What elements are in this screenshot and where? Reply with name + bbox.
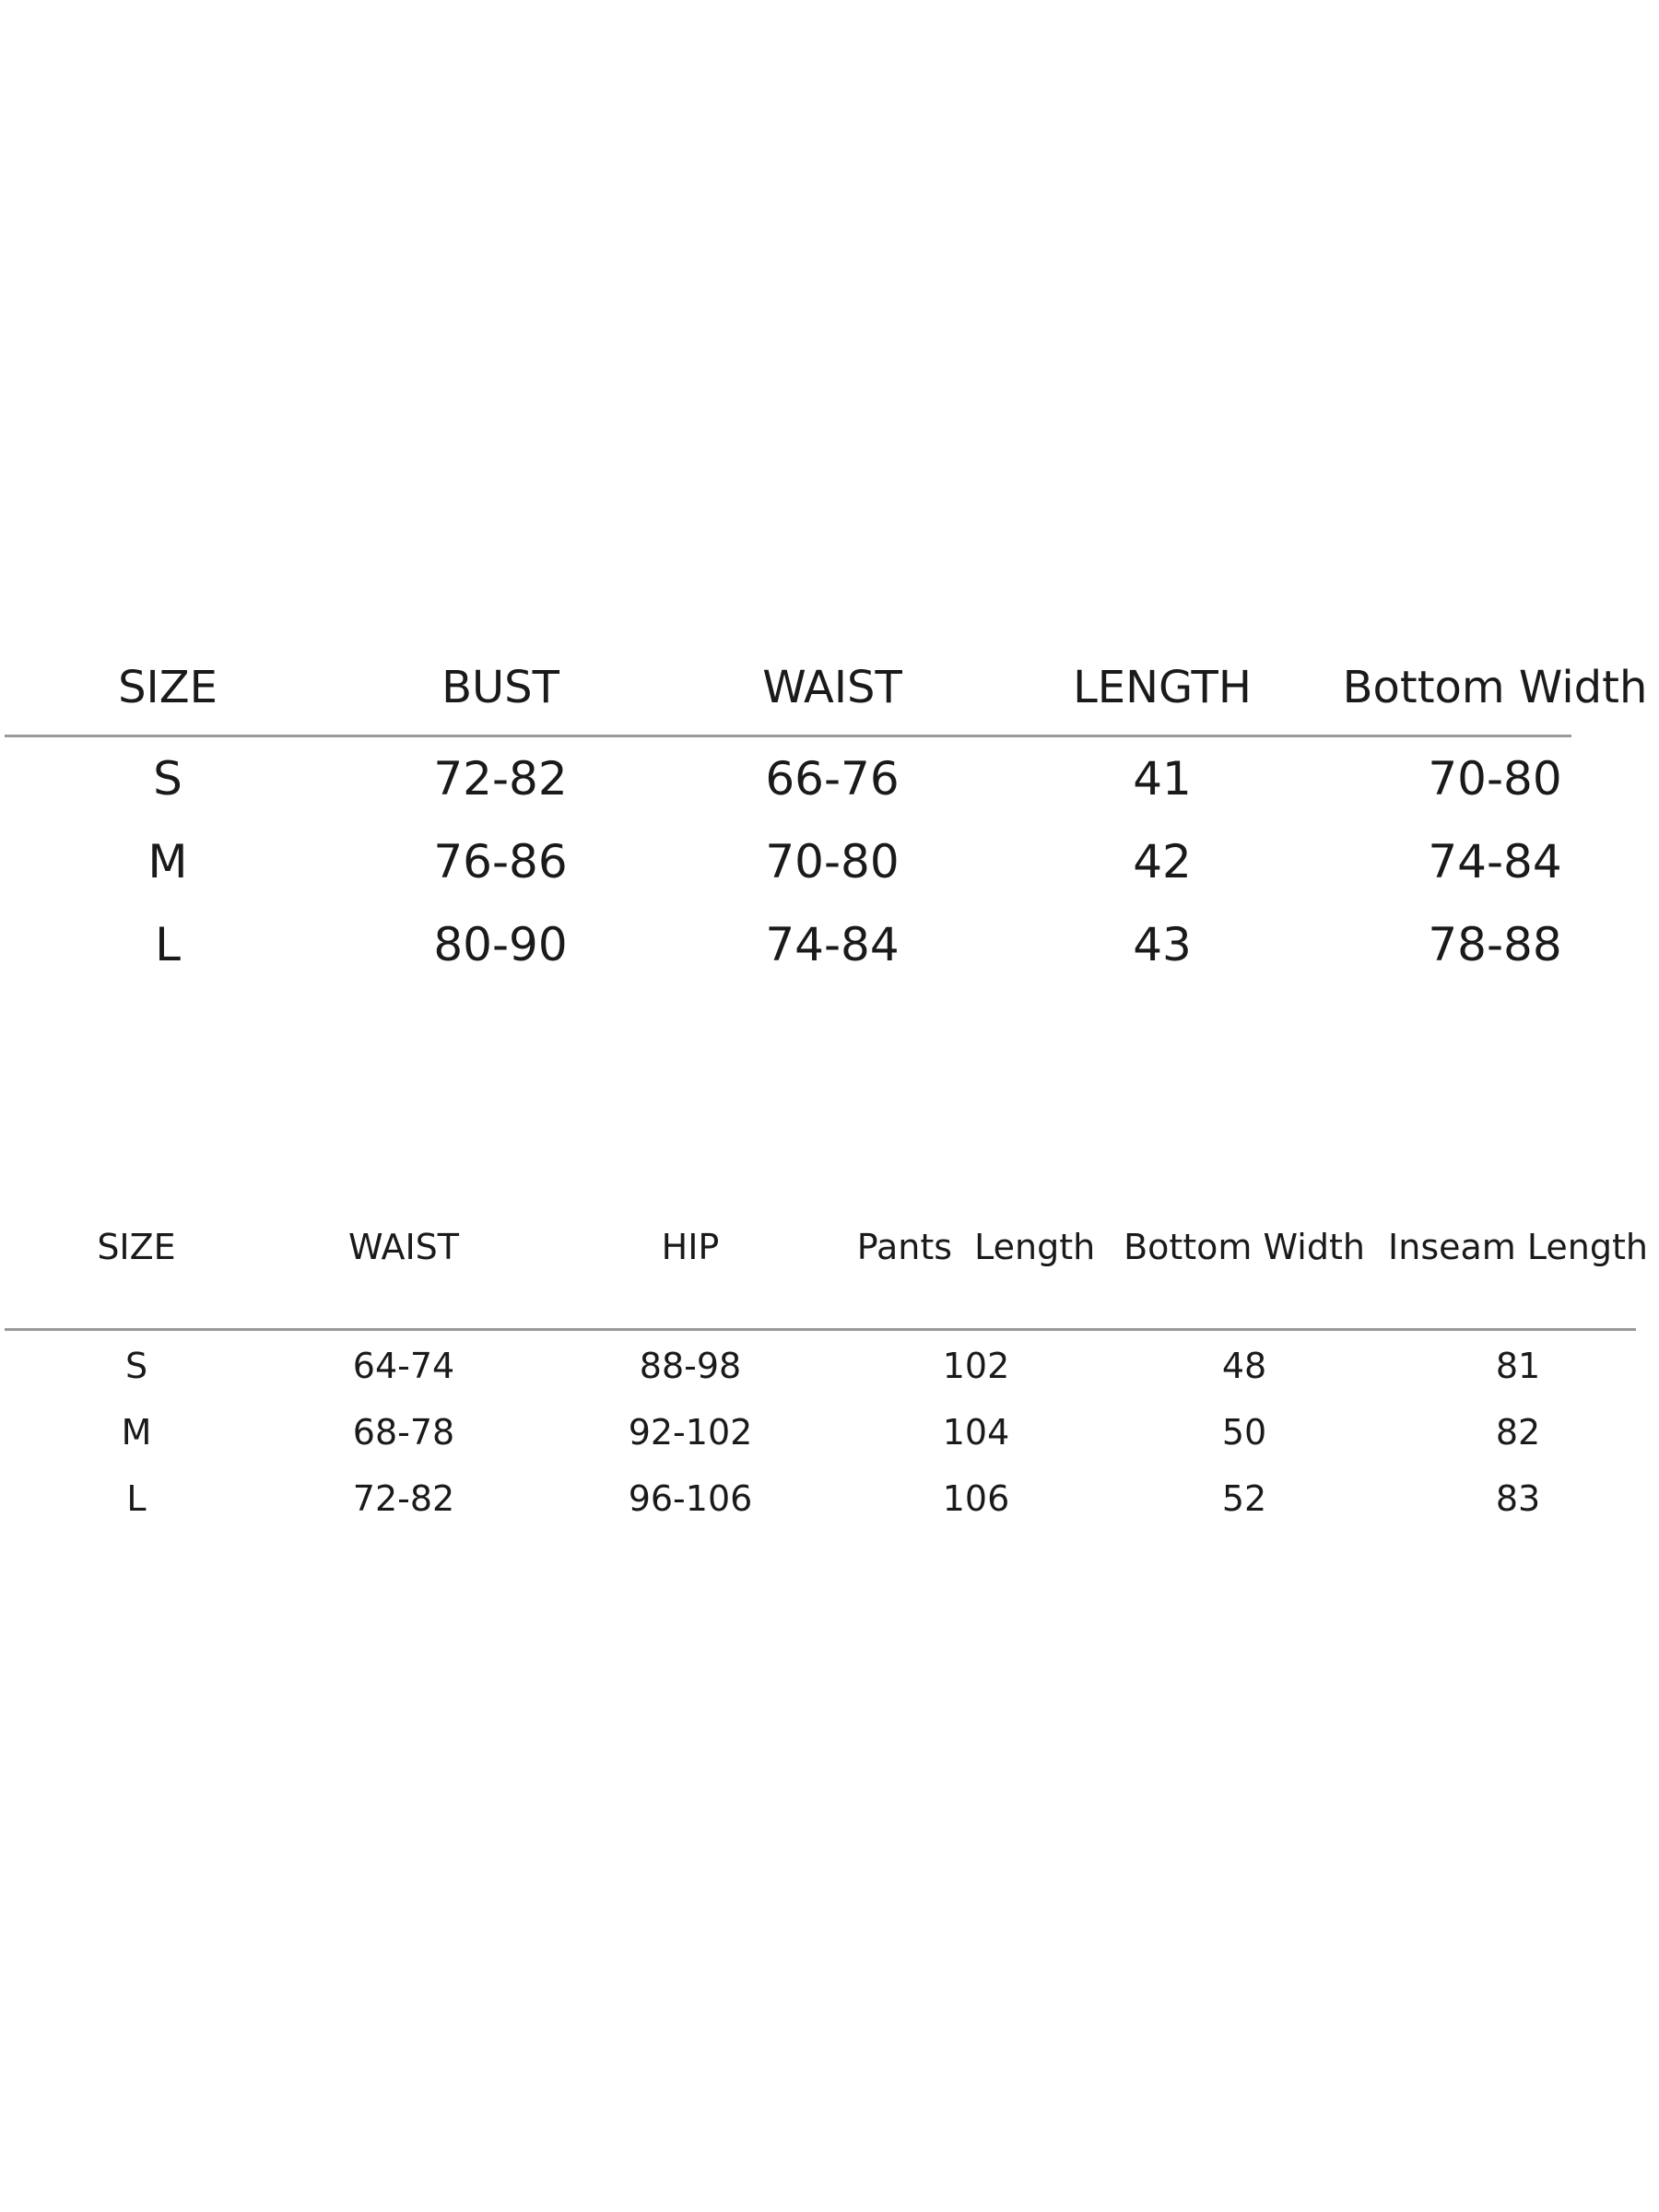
header-pants-length: Pants Length: [856, 1227, 1096, 1267]
table-cell: 102: [942, 1346, 1010, 1386]
table-cell: M: [121, 1412, 152, 1453]
header-inseam-length: Inseam Length: [1388, 1227, 1648, 1267]
table-cell: 43: [1133, 918, 1192, 971]
header-size: SIZE: [118, 662, 218, 713]
table-cell: 72-82: [433, 752, 568, 806]
table-cell: 70-80: [1428, 752, 1562, 806]
table-cell: L: [126, 1478, 147, 1519]
table-cell: L: [155, 918, 181, 971]
header-waist: WAIST: [762, 662, 902, 713]
table-cell: 42: [1133, 835, 1192, 888]
table-cell: 104: [942, 1412, 1010, 1453]
table-cell: 80-90: [433, 918, 568, 971]
header-bottom-width: Bottom Width: [1124, 1227, 1365, 1267]
table-cell: 50: [1221, 1412, 1267, 1453]
header-size: SIZE: [97, 1227, 176, 1267]
table-cell: 92-102: [628, 1412, 753, 1453]
header-length: LENGTH: [1073, 662, 1252, 713]
table-cell: S: [124, 1346, 148, 1386]
header-bust: BUST: [441, 662, 559, 713]
table-cell: 88-98: [639, 1346, 742, 1386]
table-cell: 74-84: [765, 918, 900, 971]
table-cell: 83: [1495, 1478, 1541, 1519]
table-cell: 64-74: [352, 1346, 455, 1386]
header-divider: [5, 1328, 1636, 1331]
table-cell: 78-88: [1428, 918, 1562, 971]
table-cell: 52: [1221, 1478, 1267, 1519]
header-bottom-width: Bottom Width: [1342, 662, 1648, 713]
table-cell: 81: [1495, 1346, 1541, 1386]
table-cell: 72-82: [352, 1478, 455, 1519]
table-cell: 76-86: [433, 835, 568, 888]
table-cell: 66-76: [765, 752, 900, 806]
table-cell: 41: [1133, 752, 1192, 806]
table-cell: S: [153, 752, 182, 806]
table-cell: 74-84: [1428, 835, 1562, 888]
table-cell: M: [147, 835, 188, 888]
table-cell: 106: [942, 1478, 1010, 1519]
table-cell: 48: [1221, 1346, 1267, 1386]
header-waist: WAIST: [347, 1227, 460, 1267]
table-cell: 82: [1495, 1412, 1541, 1453]
table-cell: 70-80: [765, 835, 900, 888]
table-cell: 96-106: [628, 1478, 753, 1519]
header-hip: HIP: [661, 1227, 720, 1267]
table-cell: 68-78: [352, 1412, 455, 1453]
